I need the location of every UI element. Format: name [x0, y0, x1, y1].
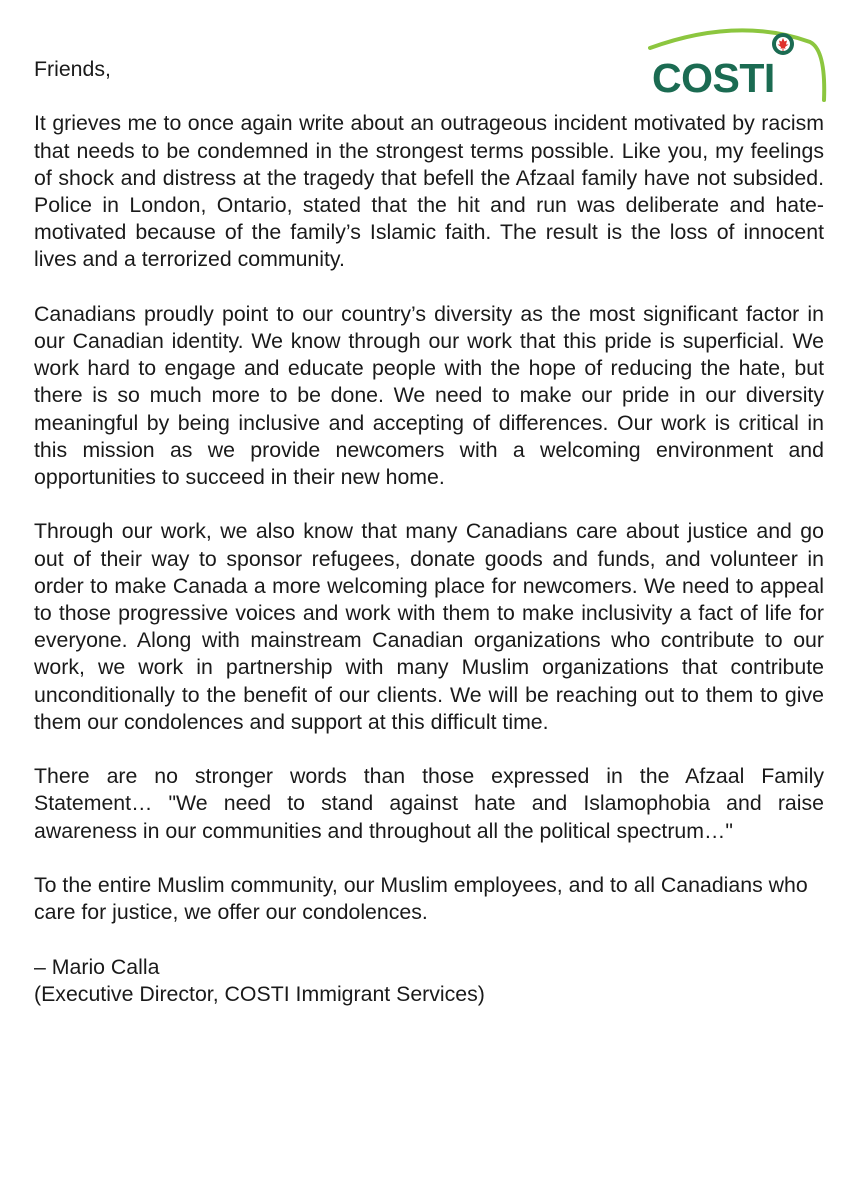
letter-body [34, 56, 824, 1008]
signature-name: – Mario Calla [34, 954, 160, 979]
salutation: Friends, [34, 57, 111, 81]
logo-wordmark: COSTI [652, 55, 775, 101]
signature-block [34, 954, 824, 1008]
signature-title: (Executive Director, COSTI Immigrant Services) [34, 981, 485, 1006]
paragraph-5: To the entire Muslim community, our Muslim employees, and to all Canadians who care for justice, we offer our condolences. [34, 873, 808, 925]
paragraph-1: It grieves me to once again write about an outrageous incident motivated by racism that needs to be condemned in the strongest terms possible. Like you, my feelings of shock and distress at the tragedy that befell the Afzaal family have not subsided. Police in London, Ontario, stated that the hit and run was deliberate and hate-motivated because of the family’s Islamic faith. The result is the loss of innocent lives and a terrorized community. [34, 111, 824, 272]
paragraph-4: There are no stronger words than those expressed in the Afzaal Family Statement… "We need to stand against hate and Islamophobia and raise awareness in our communities and throughout all the political spectrum…" [34, 764, 824, 843]
paragraph-2: Canadians proudly point to our country’s diversity as the most significant factor in our Canadian identity. We know through our work that this pride is superficial. We work hard to engage and educate people with the hope of reducing the hate, but there is so much more to be done. We need to make our pride in our diversity meaningful by being inclusive and accepting of differences. Our work is critical in this mission as we provide newcomers with a welcoming environment and opportunities to succeed in their new home. [34, 301, 824, 490]
paragraph-3: Through our work, we also know that many Canadians care about justice and go out of their way to sponsor refugees, donate goods and funds, and volunteer in order to make Canada a more welcoming place for newcomers. We need to appeal to those progressive voices and work with them to make inclusivity a fact of life for everyone. Along with mainstream Canadian organizations who contribute to our work, we work in partnership with many Muslim organizations that contribute unconditionally to the benefit of our clients. We will be reaching out to them to give them our condolences and support at this difficult time. [34, 519, 824, 734]
